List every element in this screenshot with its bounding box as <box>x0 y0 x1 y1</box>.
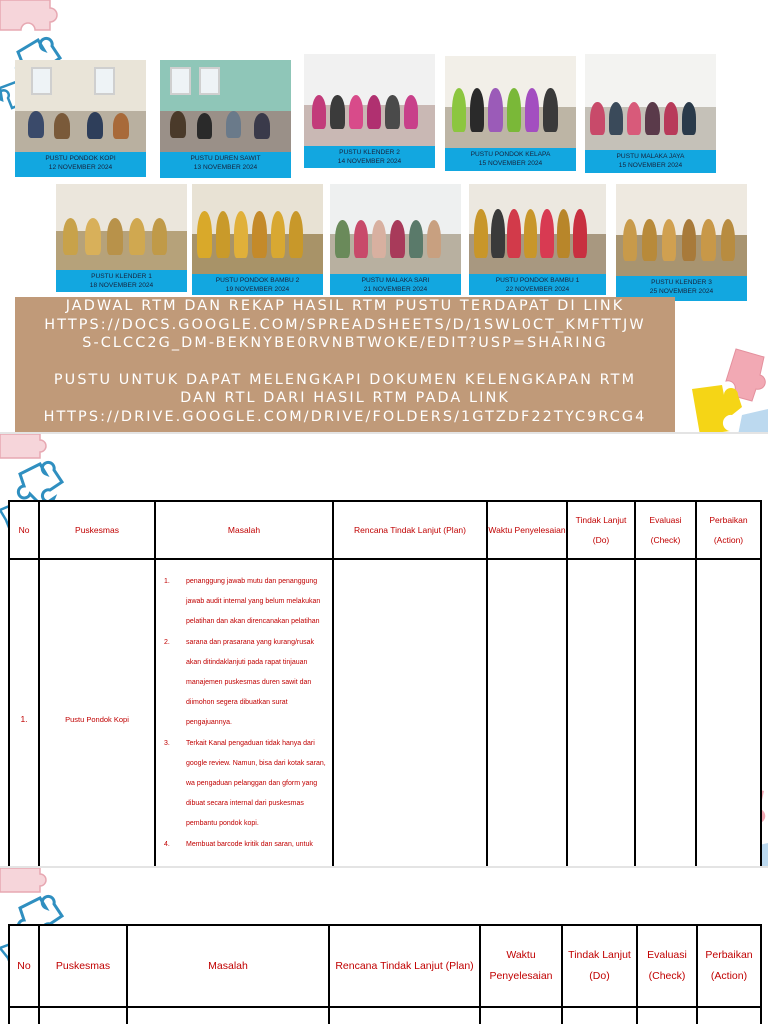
photo-card-pondok-bambu-2 <box>192 184 323 295</box>
photo-caption <box>445 148 576 171</box>
cell-waktu <box>487 559 567 866</box>
masalah-list <box>156 560 332 855</box>
cell-puskesmas: Pustu Pondok Kopi <box>39 559 155 866</box>
slide-photo-collage <box>0 0 768 432</box>
caption-date: 15 NOVEMBER 2024 <box>618 162 683 169</box>
cell-rencana <box>333 559 487 866</box>
photo-card-klender-2 <box>304 54 435 168</box>
info-box <box>15 297 675 432</box>
cell-perbaikan <box>696 559 761 866</box>
caption-location: PUSTU PONDOK KELAPA <box>470 151 551 158</box>
caption-date: 25 NOVEMBER 2024 <box>649 288 714 295</box>
header-tindak: Tindak Lanjut (Do) <box>562 925 637 1007</box>
meeting-photo <box>445 56 576 148</box>
list-item: 4. Membuat barcode kritik dan saran, untuk <box>164 840 313 848</box>
caption-location: PUSTU MALAKA SARI <box>361 277 430 284</box>
table-header-row <box>9 501 761 559</box>
caption-location: PUSTU PONDOK BAMBU 2 <box>215 277 300 284</box>
header-evaluasi: Evaluasi (Check) <box>635 501 696 559</box>
table-row <box>9 1007 761 1024</box>
photo-caption <box>469 274 606 295</box>
meeting-photo <box>192 184 323 274</box>
meeting-photo <box>330 184 461 274</box>
header-rencana: Rencana Tindak Lanjut (Plan) <box>329 925 480 1007</box>
meeting-photo <box>160 60 291 152</box>
header-masalah: Masalah <box>155 501 333 559</box>
photo-caption <box>160 152 291 178</box>
header-no: No <box>9 925 39 1007</box>
table-row <box>9 559 761 866</box>
header-waktu: Waktu Penyelesaian <box>480 925 562 1007</box>
rtm-table <box>8 924 762 1024</box>
header-no: No <box>9 501 39 559</box>
spreadsheet-link[interactable]: HTTPS://DOCS.GOOGLE.COM/SPREADSHEETS/D/1SWL0CT_KMFTTJW <box>44 316 646 333</box>
meeting-photo <box>304 54 435 146</box>
photo-card-malaka-jaya <box>585 54 716 173</box>
caption-location: PUSTU MALAKA JAYA <box>616 153 685 160</box>
list-item: 2. sarana dan prasarana yang kurang/rusak akan ditindaklanjuti pada rapat tinjauan manajemen puskesmas duren sawit dan diimohon segera dibuatkan surat pengajuannya. <box>164 638 315 727</box>
caption-date: 13 NOVEMBER 2024 <box>193 164 258 171</box>
cell-tindak <box>567 559 635 866</box>
caption-location: PUSTU PONDOK KOPI <box>45 155 116 162</box>
caption-location: PUSTU DUREN SAWIT <box>190 155 261 162</box>
photo-card-klender-3 <box>616 184 747 301</box>
caption-location: PUSTU KLENDER 1 <box>91 273 152 280</box>
photo-card-malaka-sari <box>330 184 461 295</box>
spreadsheet-link-continued[interactable]: S-CLCC2G_DM-BEKNYBE0RVNBTWOKE/EDIT?USP=SHARING <box>82 335 608 351</box>
photo-card-pondok-kelapa <box>445 56 576 171</box>
meeting-photo <box>15 60 146 152</box>
photo-card-duren-sawit <box>160 60 291 178</box>
caption-date: 14 NOVEMBER 2024 <box>337 158 402 165</box>
header-puskesmas: Puskesmas <box>39 925 127 1007</box>
photo-caption <box>192 274 323 295</box>
puzzle-decoration-right <box>686 345 768 432</box>
header-perbaikan: Perbaikan (Action) <box>696 501 761 559</box>
header-rencana: Rencana Tindak Lanjut (Plan) <box>333 501 487 559</box>
header-puskesmas: Puskesmas <box>39 501 155 559</box>
header-evaluasi: Evaluasi (Check) <box>637 925 697 1007</box>
caption-date: 18 NOVEMBER 2024 <box>89 282 154 289</box>
header-waktu: Waktu Penyelesaian <box>487 501 567 559</box>
header-masalah: Masalah <box>127 925 329 1007</box>
photo-caption <box>330 274 461 295</box>
photo-caption <box>304 146 435 168</box>
list-item: 3. Terkait Kanal pengaduan tidak hanya dari google review. Namun, bisa dari kotak saran, wa pengaduan pelanggan dan gform yang dibuat secara internal dari puskesmas pembantu pondok kopi. <box>164 739 326 828</box>
table-header-row <box>9 925 761 1007</box>
photo-caption <box>585 150 716 173</box>
meeting-photo <box>469 184 606 274</box>
caption-location: PUSTU KLENDER 2 <box>339 149 400 156</box>
cell-evaluasi <box>635 559 696 866</box>
info-line-documents-continued: DAN RTL DARI HASIL RTM PADA LINK <box>180 390 510 406</box>
photo-card-pondok-kopi <box>15 60 146 177</box>
drive-folder-link[interactable]: HTTPS://DRIVE.GOOGLE.COM/DRIVE/FOLDERS/1GTZDF22TYC9RCG4 <box>43 408 647 425</box>
caption-date: 15 NOVEMBER 2024 <box>478 160 543 167</box>
slide-rtm-table-continued <box>0 868 768 1024</box>
header-tindak: Tindak Lanjut (Do) <box>567 501 635 559</box>
header-perbaikan: Perbaikan (Action) <box>697 925 761 1007</box>
info-line-documents: PUSTU UNTUK DAPAT MELENGKAPI DOKUMEN KELENGKAPAN RTM <box>53 371 637 388</box>
cell-masalah <box>155 559 333 866</box>
slide-rtm-table <box>0 434 768 866</box>
caption-date: 21 NOVEMBER 2024 <box>363 286 428 293</box>
caption-date: 22 NOVEMBER 2024 <box>505 286 570 293</box>
info-line-schedule: JADWAL RTM DAN REKAP HASIL RTM PUSTU TERDAPAT DI LINK <box>65 298 625 314</box>
photo-caption <box>15 152 146 177</box>
rtm-table <box>8 500 762 866</box>
cell-no: 1. <box>9 559 39 866</box>
caption-location: PUSTU KLENDER 3 <box>651 279 712 286</box>
meeting-photo <box>56 184 187 270</box>
caption-date: 12 NOVEMBER 2024 <box>48 164 113 171</box>
photo-card-pondok-bambu-1 <box>469 184 606 295</box>
caption-date: 19 NOVEMBER 2024 <box>225 286 290 293</box>
caption-location: PUSTU PONDOK BAMBU 1 <box>495 277 580 284</box>
photo-card-klender-1 <box>56 184 187 292</box>
photo-caption <box>56 270 187 292</box>
meeting-photo <box>585 54 716 150</box>
meeting-photo <box>616 184 747 276</box>
list-item: 1. penanggung jawab mutu dan penanggung jawab audit internal yang belum melakukan pelatihan dan akan direncanakan pelatihan <box>164 578 321 626</box>
